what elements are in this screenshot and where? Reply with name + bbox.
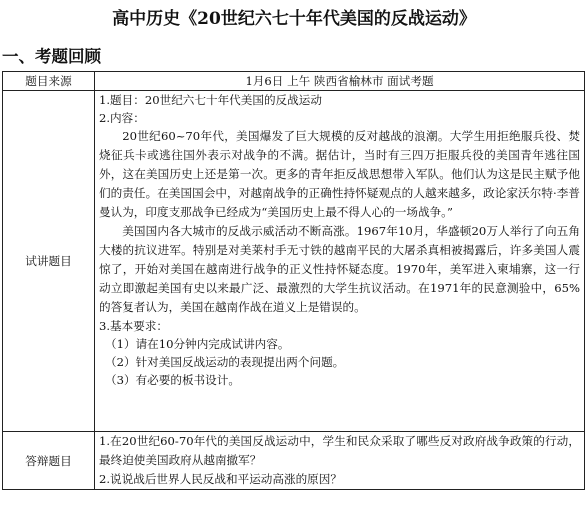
exam-table [2, 71, 585, 490]
table-row-source [3, 72, 585, 91]
lecture-content [95, 91, 585, 432]
defense-content [95, 432, 585, 490]
document-title: 高中历史《20世纪六七十年代美国的反战运动》 [112, 9, 476, 29]
source-label: 题目来源 [3, 72, 95, 91]
defense-question-1: 1.在20世纪60-70年代的美国反战运动中，学生和民众采取了哪些反对政府战争政策的行动，最终迫使美国政府从越南撤军？ [99, 434, 580, 467]
defense-label: 答辩题目 [3, 432, 95, 490]
lecture-content-label: 2.内容： [99, 111, 145, 125]
defense-question-2: 2.说说战后世界人民反战和平运动高涨的原因？ [99, 472, 342, 486]
requirement-item-1: （1）请在10分钟内完成试讲内容。 [105, 337, 290, 351]
table-row-defense [3, 432, 585, 490]
table-row-lecture [3, 91, 585, 432]
lecture-label: 试讲题目 [3, 91, 95, 432]
lecture-paragraph-2: 美国国内各大城市的反战示威活动不断高涨。1967年10月，华盛顿20万人举行了向五角大楼的抗议进军。特别是对美莱村手无寸铁的越南平民的大屠杀真相被揭露后，许多美国人震惊了，开始对美国在越南进行战争的正义性持怀疑态度。1970年，美军进入柬埔寨，这一行动立即激起美国有史以来最广泛、最激烈的大学生抗议活动。在1971年的民意测验中，65%的答复者认为，美国在越南作战在道义上是错误的。 [99, 224, 580, 314]
lecture-topic: 1.题目：20世纪六七十年代美国的反战运动 [99, 93, 322, 107]
requirements-label: 3.基本要求： [99, 319, 169, 333]
requirement-item-3: （3）有必要的板书设计。 [105, 373, 240, 387]
lecture-paragraph-1: 20世纪60~70年代，美国爆发了巨大规模的反对越战的浪潮。大学生用拒绝服兵役、焚烧征兵卡或逃往国外表示对战争的不满。据估计，当时有三四万拒服兵役的美国青年逃往国外，这在美国历史上还是第一次。更多的青年拒反战思想带入军队。他们认为这是民主赋予他们的责任。在美国国会中，对越南战争的正确性持怀疑观点的人越来越多，政论家沃尔特·李普曼认为，印度支那战争已经成为“美国历史上最不得人心的一场战争。” [99, 129, 580, 219]
source-value: 1月6日 上午 陕西省榆林市 面试考题 [95, 72, 585, 91]
requirement-item-2: （2）针对美国反战运动的表现提出两个问题。 [105, 355, 345, 369]
section-heading: 一、考题回顾 [2, 47, 101, 66]
